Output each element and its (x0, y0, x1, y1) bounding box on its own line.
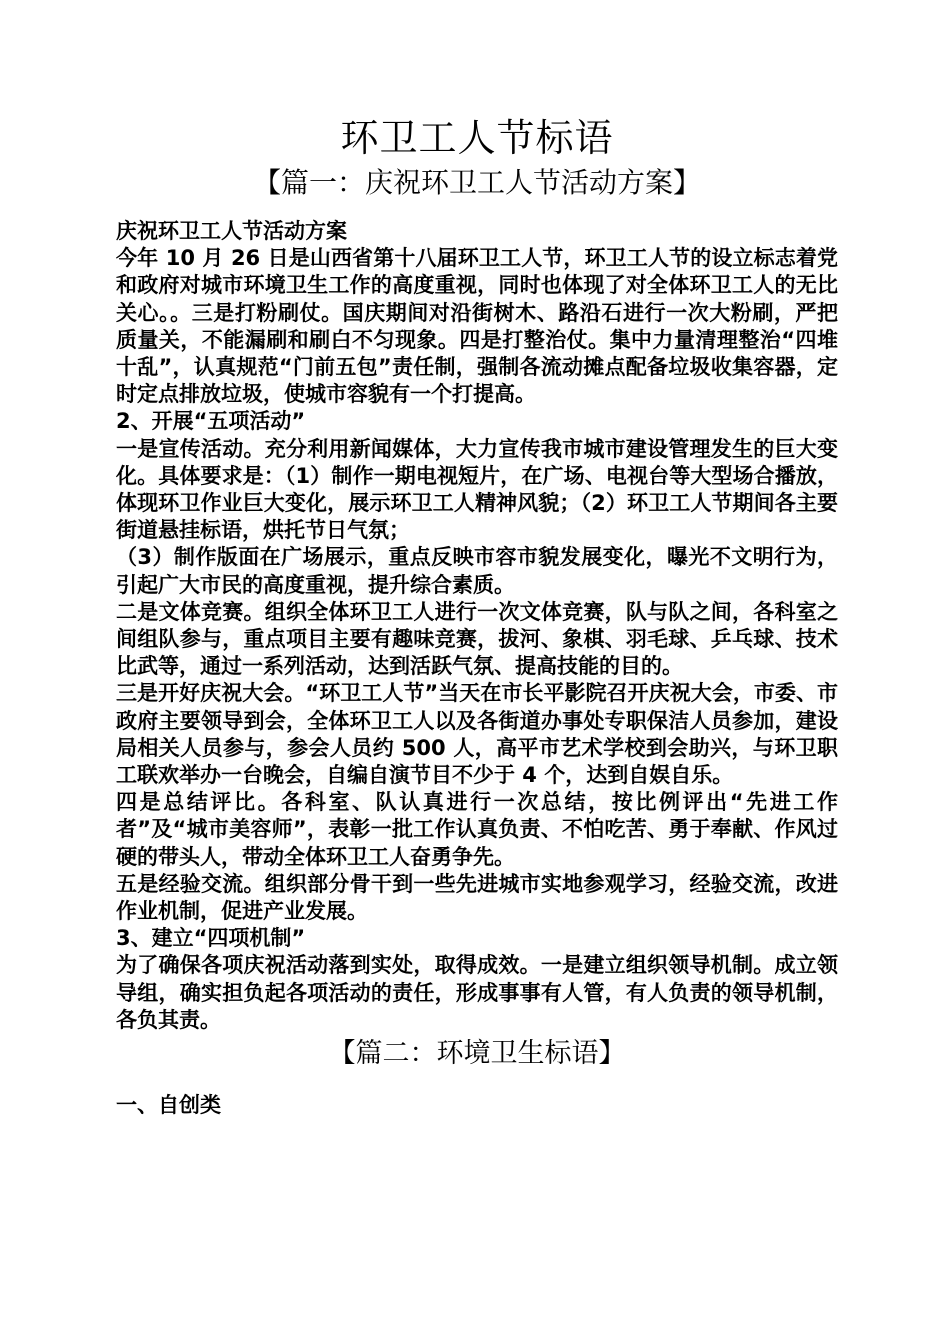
document-page (116, 112, 838, 1119)
paragraph-publicity: 一是宣传活动。充分利用新闻媒体，大力宣传我市城市建设管理发生的巨大变化。具体要求是：（1）制作一期电视短片，在广场、电视台等大型场合播放，体现环卫作业巨大变化，展示环卫工人精神风貌；（2）环卫工人节期间各主要街道悬挂标语，烘托节日气氛； (116, 436, 838, 543)
paragraph-display: （3）制作版面在广场展示，重点反映市容市貌发展变化，曝光不文明行为，引起广大市民的高度重视，提升综合素质。 (116, 545, 838, 597)
paragraph-exchange: 五是经验交流。组织部分骨干到一些先进城市实地参观学习，经验交流，改进作业机制，促进产业发展。 (116, 871, 838, 924)
section1-body (116, 218, 838, 1034)
document-title: 环卫工人节标语 (340, 116, 614, 160)
paragraph-intro: 今年 10 月 26 日是山西省第十八届环卫工人节，环卫工人节的设立标志着党和政府对城市环境卫生工作的高度重视，同时也体现了对全体环卫工人的无比关心。。三是打粉刷仗。国庆期间对沿街树木、路沿石进行一次大粉刷，严把质量关，不能漏刷和刷白不匀现象。四是打整治仗。集中力量清理整治“四堆十乱”，认真规范“门前五包”责任制，强制各流动摊点配备垃圾收集容器，定时定点排放垃圾，使城市容貌有一个打提高。 (116, 246, 838, 407)
section2-body (116, 1092, 838, 1119)
paragraph-plan-title: 庆祝环卫工人节活动方案 (116, 219, 347, 243)
paragraph-mechanisms: 为了确保各项庆祝活动落到实处，取得成效。一是建立组织领导机制。成立领导组，确实担负起各项活动的责任，形成事事有人管，有人负责的领导机制，各负其责。 (116, 953, 838, 1032)
paragraph-evaluation: 四是总结评比。各科室、队认真进行一次总结，按比例评出“先进工作者”及“城市美容师”，表彰一批工作认真负责、不怕吃苦、勇于奉献、作风过硬的带头人，带动全体环卫工人奋勇争先。 (116, 790, 838, 869)
paragraph-five-activities-heading: 2、开展“五项活动” (116, 409, 306, 434)
paragraph-self-created: 一、自创类 (116, 1093, 221, 1118)
paragraph-four-mechanisms-heading: 3、建立“四项机制” (116, 926, 306, 951)
paragraph-sports: 二是文体竞赛。组织全体环卫工人进行一次文体竞赛，队与队之间，各科室之间组队参与，重点项目主要有趣味竞赛，拔河、象棋、羽毛球、乒乓球、技术比武等，通过一系列活动，达到活跃气氛、提高技能的目的。 (116, 599, 838, 679)
section2-heading: 【篇二：环境卫生标语】 (328, 1038, 626, 1070)
section1-heading: 【篇一：庆祝环卫工人节活动方案】 (252, 166, 701, 199)
paragraph-celebration: 三是开好庆祝大会。“环卫工人节”当天在市长平影院召开庆祝大会，市委、市政府主要领导到会，全体环卫工人以及各街道办事处专职保洁人员参加，建设局相关人员参与，参会人员约 500 人，高平市艺术学校到会助兴，与环卫职工联欢举办一台晚会，自编自演节目不少于 4 个，达到自娱自乐。 (116, 681, 838, 788)
